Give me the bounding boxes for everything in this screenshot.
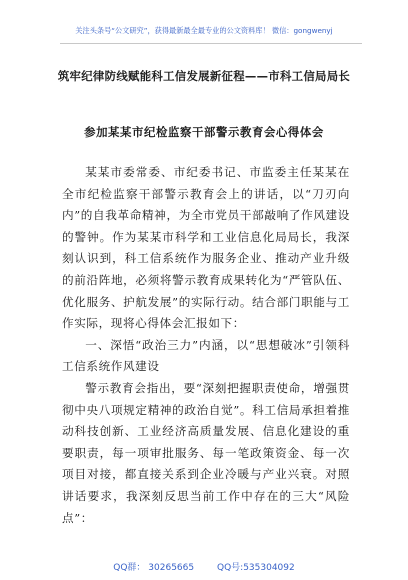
document-subtitle: 参加某某市纪检监察干部警示教育会心得体会 [84, 125, 324, 139]
section-heading-1: 一、深悟“政治三力”内涵，以“思想破冰”引领科工信系统作风建设 [62, 337, 350, 374]
document-body [62, 162, 350, 529]
header-divider [60, 43, 362, 44]
paragraph-intro: 某某市委常委、市纪委书记、市监委主任某某在全市纪检监察干部警示教育会上的讲话，以“刀刃向内”的自我革命精神，为全市党员干部敲响了作风建设的警钟。作为某某市科学和工业信息化局局长，我深刻认识到，科工信系统作为服务企业、推动产业升级的前沿阵地，必须将警示教育成果转化为“严管队伍、优化服务、护航发展”的实际行动。结合部门职能与工作实际，现将心得体会汇报如下： [62, 165, 350, 331]
paragraph-section-1: 警示教育会指出，要“深刻把握职责使命，增强贯彻中央八项规定精神的政治自觉”。科工信局承担着推动科技创新、工业经济高质量发展、信息化建设的重要职责，每一项审批服务、每一笔政策资金、每一次项目对接，都直接关系到企业冷暖与产业兴衰。对照讲话要求，我深刻反思当前工作中存在的三大“风险点”： [62, 380, 350, 525]
document-title: 筑牢纪律防线赋能科工信发展新征程——市科工信局局长 [57, 69, 351, 83]
header-banner-text: 关注头条号“公文研究”，获得最新最全最专业的公文资料库！ 微信：gongwenyj [75, 26, 333, 35]
page-footer: QQ群： 30265665 QQ号:535304092 [113, 563, 295, 573]
page-header [0, 0, 408, 44]
